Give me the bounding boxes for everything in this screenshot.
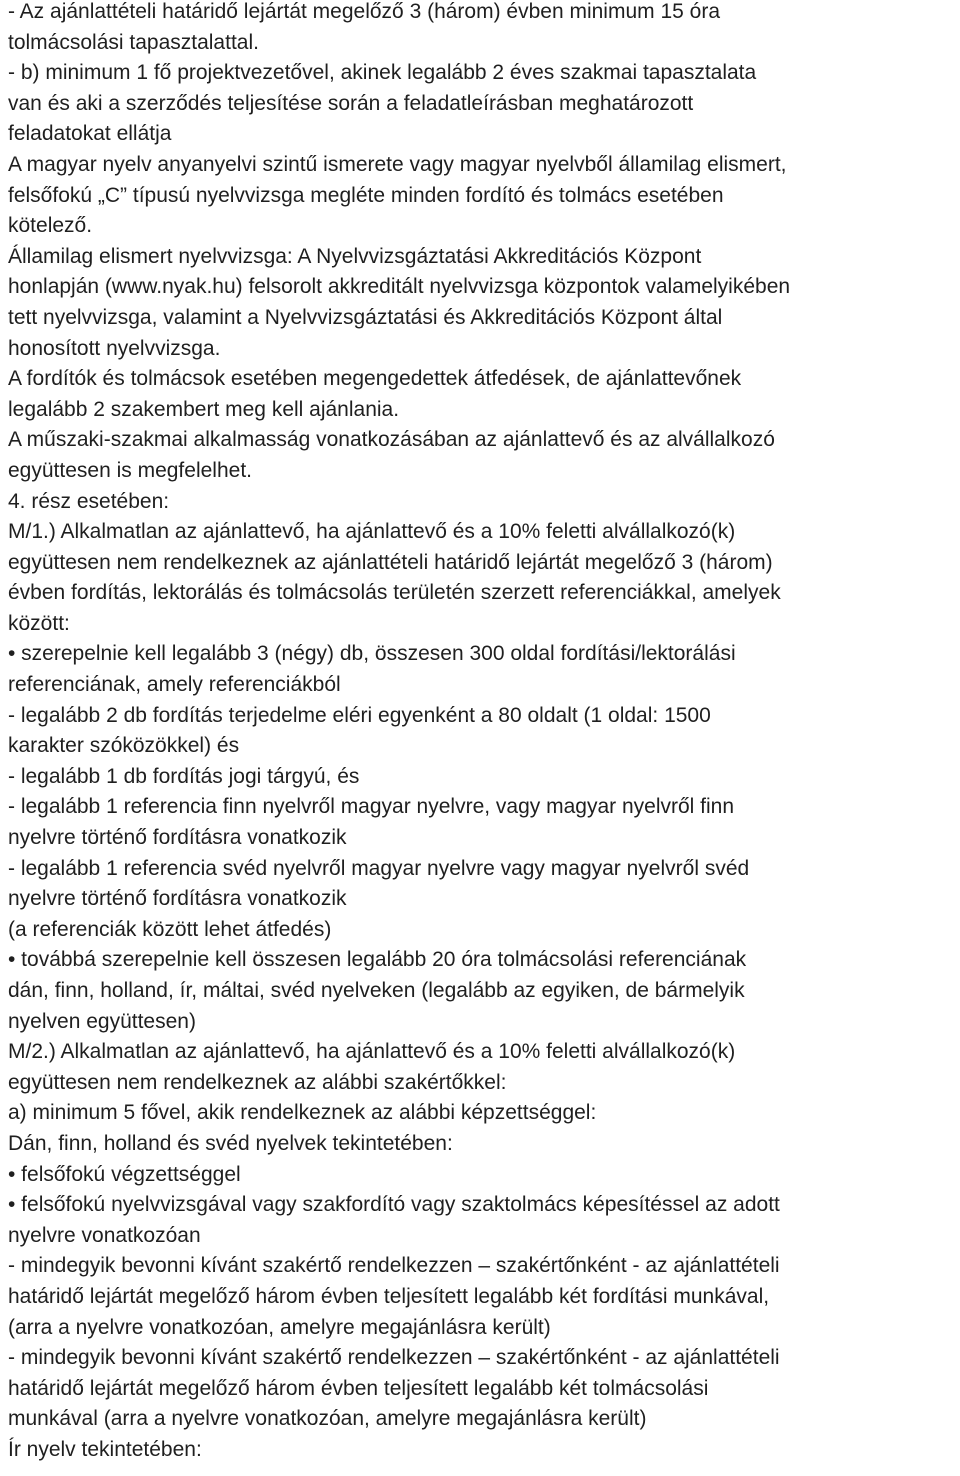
text-line: felsőfokú „C” típusú nyelvvizsga megléte minden fordító és tolmács esetében	[8, 183, 724, 207]
text-line: referenciának, amely referenciákból	[8, 673, 341, 697]
text-line: együttesen nem rendelkeznek az alábbi szakértőkkel:	[8, 1070, 507, 1094]
text-line: M/2.) Alkalmatlan az ajánlattevő, ha ajánlattevő és a 10% feletti alvállalkozó(k)	[8, 1040, 736, 1064]
text-line: honosított nyelvvizsga.	[8, 336, 221, 360]
text-line: Ír nyelv tekintetében:	[8, 1437, 202, 1461]
text-line: nyelven együttesen)	[8, 1009, 196, 1033]
text-line: együttesen is megfelelhet.	[8, 458, 252, 482]
text-line: feladatokat ellátja	[8, 122, 172, 146]
text-line: nyelvre történő fordításra vonatkozik	[8, 887, 347, 911]
text-line: (a referenciák között lehet átfedés)	[8, 917, 332, 941]
text-line: - mindegyik bevonni kívánt szakértő rendelkezzen – szakértőnként - az ajánlattételi	[8, 1254, 780, 1278]
text-line: - legalább 2 db fordítás terjedelme eléri egyenként a 80 oldalt (1 oldal: 1500	[8, 703, 711, 727]
text-line: M/1.) Alkalmatlan az ajánlattevő, ha ajánlattevő és a 10% feletti alvállalkozó(k)	[8, 520, 736, 544]
text-line: határidő lejártát megelőző három évben teljesített legalább két tolmácsolási	[8, 1376, 709, 1400]
text-line: legalább 2 szakembert meg kell ajánlania.	[8, 397, 400, 421]
text-line: A műszaki-szakmai alkalmasság vonatkozásában az ajánlattevő és az alvállalkozó	[8, 428, 775, 452]
text-line: Államilag elismert nyelvvizsga: A Nyelvvizsgáztatási Akkreditációs Központ	[8, 244, 702, 268]
text-line: határidő lejártát megelőző három évben teljesített legalább két fordítási munkával,	[8, 1284, 770, 1308]
text-line: kötelező.	[8, 214, 93, 238]
text-line: munkával (arra a nyelvre vonatkozóan, amelyre megajánlásra került)	[8, 1407, 647, 1431]
text-line: - mindegyik bevonni kívánt szakértő rendelkezzen – szakértőnként - az ajánlattételi	[8, 1346, 780, 1370]
text-line: dán, finn, holland, ír, máltai, svéd nyelveken (legalább az egyiken, de bármelyik	[8, 979, 745, 1002]
text-line: - legalább 1 referencia finn nyelvről magyar nyelvre, vagy magyar nyelvről finn	[8, 795, 735, 819]
text-line: (arra a nyelvre vonatkozóan, amelyre megajánlásra került)	[8, 1315, 551, 1339]
text-line: van és aki a szerződés teljesítése során a feladatleírásban meghatározott	[8, 91, 694, 115]
text-line: A magyar nyelv anyanyelvi szintű ismerete vagy magyar nyelvből államilag elismert,	[8, 152, 787, 176]
text-line: között:	[8, 611, 70, 635]
text-line: • felsőfokú nyelvvizsgával vagy szakfordító vagy szaktolmács képesítéssel az adott	[8, 1193, 780, 1217]
text-line: Dán, finn, holland és svéd nyelvek tekintetében:	[8, 1131, 453, 1155]
text-line: • továbbá szerepelnie kell összesen legalább 20 óra tolmácsolási referenciának	[8, 948, 747, 972]
text-line: tett nyelvvizsga, valamint a Nyelvvizsgáztatási és Akkreditációs Központ által	[8, 305, 723, 329]
text-line: nyelvre vonatkozóan	[8, 1223, 201, 1247]
text-line: évben fordítás, lektorálás és tolmácsolás területén szerzett referenciákkal, amelyek	[8, 581, 781, 605]
text-line: karakter szóközökkel) és	[8, 734, 240, 758]
text-line: • felsőfokú végzettséggel	[8, 1162, 241, 1186]
text-line: - legalább 1 referencia svéd nyelvről magyar nyelvre vagy magyar nyelvről svéd	[8, 856, 750, 880]
text-line: együttesen nem rendelkeznek az ajánlattételi határidő lejártát megelőző 3 (három)	[8, 550, 773, 574]
text-line: a) minimum 5 fővel, akik rendelkeznek az alábbi képzettséggel:	[8, 1101, 597, 1125]
text-line: honlapján (www.nyak.hu) felsorolt akkreditált nyelvvizsga központok valamelyikében	[8, 275, 791, 299]
text-line: nyelvre történő fordításra vonatkozik	[8, 826, 347, 850]
text-line: - Az ajánlattételi határidő lejártát megelőző 3 (három) évben minimum 15 óra	[8, 0, 721, 23]
text-line: A fordítók és tolmácsok esetében megengedettek átfedések, de ajánlattevőnek	[8, 367, 742, 391]
text-line: - b) minimum 1 fő projektvezetővel, akinek legalább 2 éves szakmai tapasztalata	[8, 61, 757, 85]
text-line: tolmácsolási tapasztalattal.	[8, 30, 259, 54]
text-line: - legalább 1 db fordítás jogi tárgyú, és	[8, 764, 360, 788]
text-line: 4. rész esetében:	[8, 489, 170, 513]
text-line: • szerepelnie kell legalább 3 (négy) db, összesen 300 oldal fordítási/lektorálási	[8, 642, 736, 666]
